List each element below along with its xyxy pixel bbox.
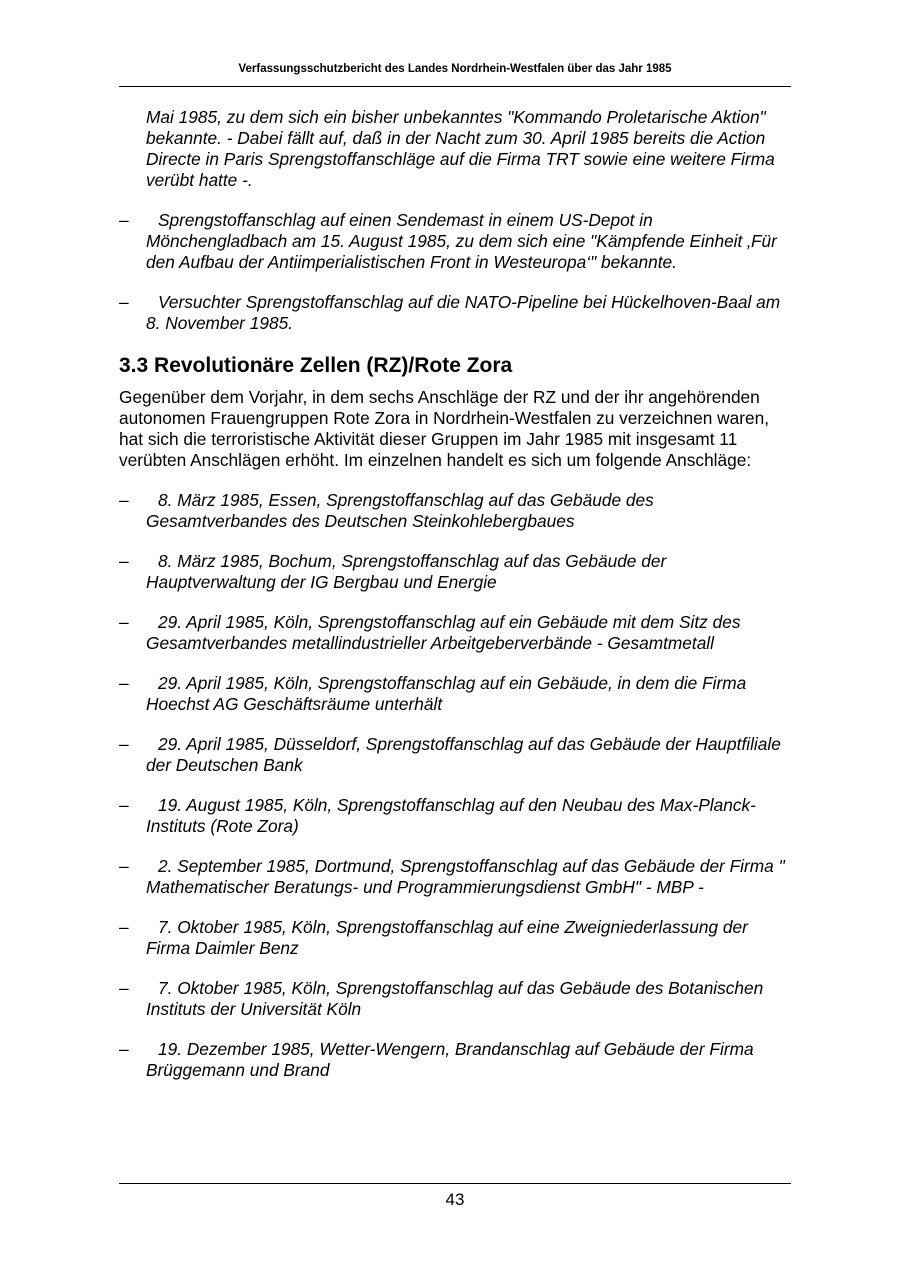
continued-item-text: Mai 1985, zu dem sich ein bisher unbekanntes "Kommando Proletarische Aktion" bekannte. - Dabei fällt auf, daß in der Nacht zum 30. April 1985 bereits die Action Directe in Paris Sprengstoffanschläge auf die Firma TRT sowie eine weitere Firma verübt hatte -.: [146, 107, 775, 190]
list-item: [119, 292, 791, 334]
list-item-text: 29. April 1985, Köln, Sprengstoffanschlag auf ein Gebäude, in dem die Firma Hoechst AG Geschäftsräume unterhält: [146, 673, 747, 714]
list-item-text: 29. April 1985, Düsseldorf, Sprengstoffanschlag auf das Gebäude der Hauptfiliale der Deutschen Bank: [146, 734, 781, 775]
dash-bullet: –: [119, 673, 129, 693]
dash-bullet: –: [119, 551, 129, 571]
list-item-text: 7. Oktober 1985, Köln, Sprengstoffanschlag auf eine Zweigniederlassung der Firma Daimler Benz: [146, 917, 748, 958]
footer-rule: [119, 1183, 791, 1184]
list-item: [119, 795, 791, 837]
dash-bullet: –: [119, 734, 129, 754]
list-item-text: 19. Dezember 1985, Wetter-Wengern, Brandanschlag auf Gebäude der Firma Brüggemann und Brand: [146, 1039, 754, 1080]
list-item: [119, 673, 791, 715]
list-item-text: Versuchter Sprengstoffanschlag auf die NATO-Pipeline bei Hückelhoven-Baal am 8. November 1985.: [146, 292, 781, 333]
section-paragraph: Gegenüber dem Vorjahr, in dem sechs Anschläge der RZ und der ihr angehörenden autonomen Frauengruppen Rote Zora in Nordrhein-Westfalen zu verzeichnen waren, hat sich die terroristische Aktivität dieser Gruppen im Jahr 1985 mit insgesamt 11 verübten Anschlägen erhöht. Im einzelnen handelt es sich um folgende Anschläge:: [119, 387, 770, 470]
list-item: [119, 612, 791, 654]
dash-bullet: –: [119, 292, 129, 312]
page-number: 43: [445, 1190, 465, 1209]
header-rule: [119, 86, 791, 87]
list-item: [119, 917, 791, 959]
dash-bullet: –: [119, 210, 129, 230]
list-item-text: 29. April 1985, Köln, Sprengstoffanschlag auf ein Gebäude mit dem Sitz des Gesamtverbandes metallindustrieller Arbeitgeberverbände - Gesamtmetall: [146, 612, 741, 653]
dash-bullet: –: [119, 612, 129, 632]
list-item-text: 8. März 1985, Essen, Sprengstoffanschlag auf das Gebäude des Gesamtverbandes des Deutschen Steinkohlebergbaues: [146, 490, 654, 531]
incident-list-rz: [119, 490, 791, 1081]
dash-bullet: –: [119, 978, 129, 998]
list-item: [119, 978, 791, 1020]
list-item: [119, 734, 791, 776]
dash-bullet: –: [119, 917, 129, 937]
dash-bullet: –: [119, 1039, 129, 1059]
page-content: [119, 107, 791, 1100]
running-header: Verfassungsschutzbericht des Landes Nordrhein-Westfalen über das Jahr 1985: [238, 63, 672, 75]
list-item: [119, 551, 791, 593]
list-item: [119, 1039, 791, 1081]
incident-list-nato: [119, 210, 791, 334]
list-item-text: 19. August 1985, Köln, Sprengstoffanschlag auf den Neubau des Max-Planck-Instituts (Rote Zora): [146, 795, 756, 836]
list-item-text: 7. Oktober 1985, Köln, Sprengstoffanschlag auf das Gebäude des Botanischen Instituts der Universität Köln: [146, 978, 764, 1019]
list-item: [119, 490, 791, 532]
list-item: [119, 856, 791, 898]
dash-bullet: –: [119, 490, 129, 510]
section-heading: 3.3 Revolutionäre Zellen (RZ)/Rote Zora: [119, 354, 513, 377]
list-item-text: 2. September 1985, Dortmund, Sprengstoffanschlag auf das Gebäude der Firma " Mathematischer Beratungs- und Programmierungsdienst GmbH" - MBP -: [146, 856, 785, 897]
dash-bullet: –: [119, 795, 129, 815]
list-item-text: Sprengstoffanschlag auf einen Sendemast in einem US-Depot in Mönchengladbach am 15. August 1985, zu dem sich eine "Kämpfende Einheit ‚Für den Aufbau der Antiimperialistischen Front in Westeuropa‘" bekannte.: [146, 210, 777, 272]
list-item: [119, 210, 791, 273]
list-item-text: 8. März 1985, Bochum, Sprengstoffanschlag auf das Gebäude der Hauptverwaltung der IG Bergbau und Energie: [146, 551, 667, 592]
dash-bullet: –: [119, 856, 129, 876]
